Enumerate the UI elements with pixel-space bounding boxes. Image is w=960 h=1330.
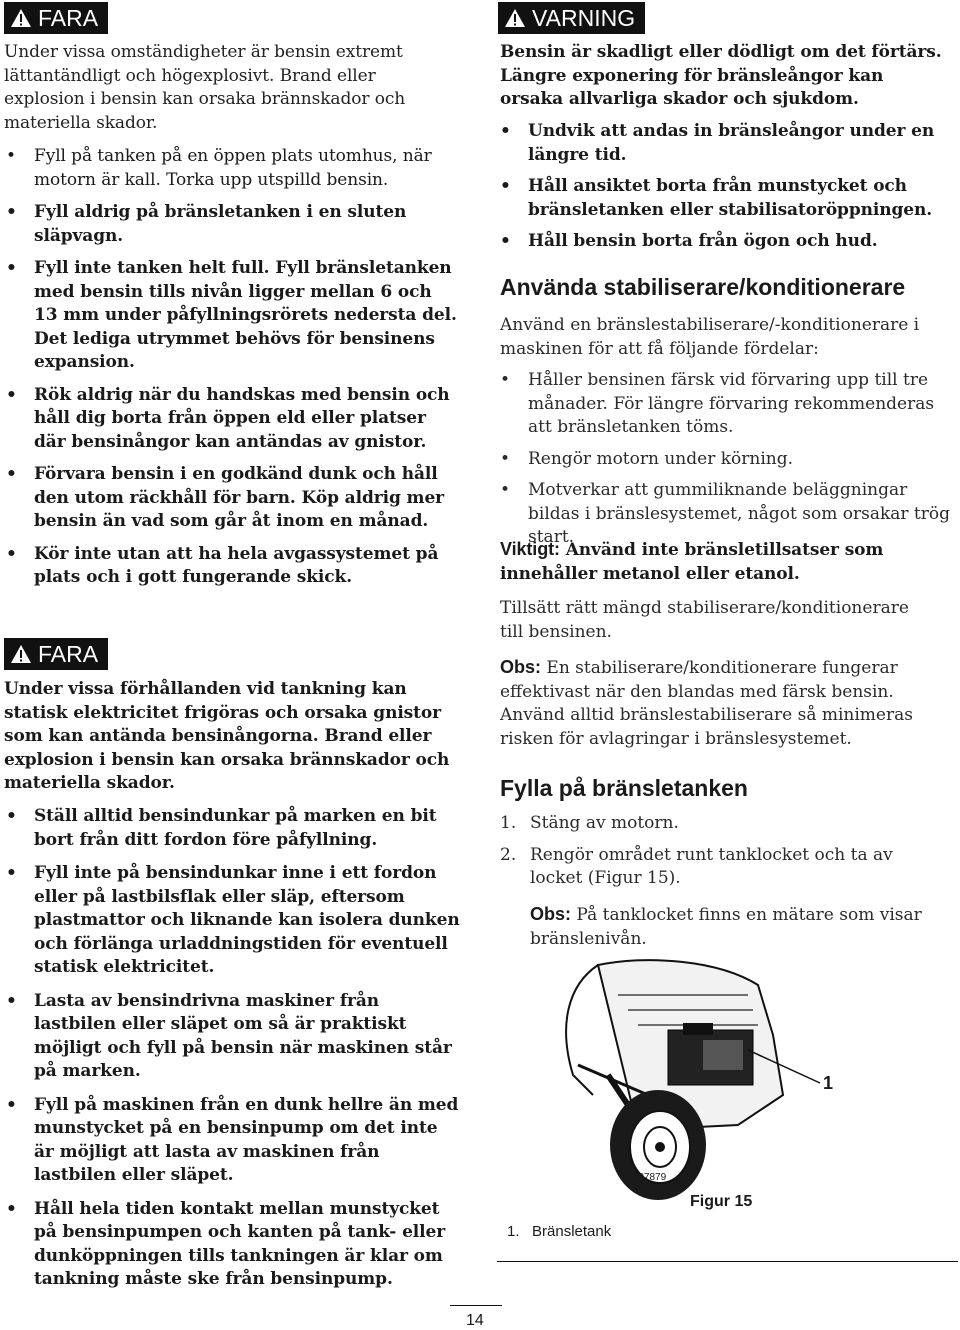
list-item: • Fyll aldrig på bränsletanken i en sluten släpvagn.	[6, 202, 407, 246]
danger-intro: Under vissa förhållanden vid tankning kan statisk elektricitet frigöras och orsaka gnistor som kan antända bensinångorna. Brand eller explosion i bensin kan orsaka brännskador och materiella skador.	[4, 679, 450, 793]
figure-fuel-tank	[498, 955, 838, 1205]
danger-bullet-list	[4, 145, 459, 590]
step-item: 2. Rengör området runt tanklocket och ta av locket (Figur 15).	[500, 844, 893, 888]
bullet-dot-icon: •	[6, 1094, 17, 1115]
warning-triangle-icon	[504, 8, 526, 28]
warning-badge-label: VARNING	[532, 4, 636, 31]
list-item: • Fyll inte tanken helt full. Fyll bränsletanken med bensin tills nivån ligger mellan 6 och 13 mm under påfyllningsrörets nedersta del. Det lediga utrymmet behövs för bensinens expansion.	[6, 258, 457, 372]
list-item: • Rengör motorn under körning.	[498, 448, 950, 472]
bullet-dot-icon: •	[500, 231, 511, 251]
figure-legend: 1. Bränsletank	[507, 1223, 612, 1240]
fill-steps	[500, 812, 940, 891]
list-item: • Förvara bensin i en godkänd dunk och håll den utom räckhåll för barn. Köp aldrig mer bensin än vad som går åt inom en månad.	[6, 464, 445, 531]
add-stabilizer-text: Tillsätt rätt mängd stabiliserare/konditionerare till bensinen.	[500, 598, 909, 642]
warning-triangle-icon	[10, 8, 32, 28]
note-text: En stabiliserare/konditionerare fungerar effektivast när den blandas med färsk bensin. Använd alltid bränslestabiliserare så minimeras risken för avlagringar i bränslesystemet.	[500, 658, 913, 749]
danger-badge-label: FARA	[38, 640, 99, 667]
list-item: • Håll hela tiden kontakt mellan munstycket på bensinpumpen och kanten på tank- eller dunköppningen tills tankningen är klar om tankning måste ske från bensinpump.	[6, 1198, 446, 1289]
bullet-dot-icon: •	[6, 806, 17, 826]
bullet-dot-icon: •	[6, 384, 17, 405]
list-item: • Fyll på tanken på en öppen plats utomhus, när motorn är kall. Torka upp utspilld bensin.	[6, 146, 432, 190]
stabilizer-bullet-list	[498, 369, 950, 550]
list-item: • Håller bensinen färsk vid förvaring upp till tre månader. För längre förvaring rekommenderas att bränsletanken töms.	[500, 370, 935, 437]
danger-badge-label: FARA	[38, 4, 99, 31]
important-note	[500, 538, 930, 586]
list-item: • Håll ansiktet borta från munstycket och bränsletanken eller stabilisatoröppningen.	[500, 176, 933, 220]
fill-note	[530, 903, 930, 951]
bullet-dot-icon: •	[500, 480, 511, 500]
bullet-dot-icon: •	[500, 176, 511, 196]
list-item: • Lasta av bensindrivna maskiner från lastbilen eller släpet om så är praktiskt möjligt och fyll på bensin när maskinen står på marken.	[6, 990, 452, 1081]
bullet-dot-icon: •	[500, 121, 511, 141]
important-text: Använd inte bränsletillsatser som innehåller metanol eller etanol.	[500, 540, 884, 584]
warning-triangle-icon	[10, 644, 32, 664]
warning-intro: Bensin är skadligt eller dödligt om det förtärs. Längre exponering för bränsleångor kan orsaka allvarliga skador och sjukdom.	[500, 42, 942, 109]
bullet-dot-icon: •	[500, 370, 511, 390]
step-item: 1. Stäng av motorn.	[500, 813, 679, 833]
stabilizer-intro: Använd en bränslestabiliserare/-konditionerare i maskinen för att få följande fördelar:	[500, 315, 920, 359]
bullet-dot-icon: •	[500, 448, 511, 469]
important-label: Viktigt:	[500, 539, 560, 559]
bullet-dot-icon: •	[6, 990, 17, 1011]
figure-caption: Figur 15	[690, 1193, 753, 1210]
note-label: Obs:	[530, 904, 572, 924]
bullet-dot-icon: •	[6, 146, 16, 166]
fuel-tank-illustration	[498, 955, 838, 1205]
danger-bullet-list	[4, 805, 460, 1292]
section-heading-stabilizer: Använda stabiliserare/konditionerare	[500, 274, 906, 300]
bullet-dot-icon: •	[6, 543, 17, 564]
warning-badge	[498, 2, 645, 34]
figure-code: G007879	[625, 1172, 667, 1183]
section-heading-fill: Fylla på bränsletanken	[500, 775, 748, 801]
page-number: 14	[466, 1312, 484, 1329]
list-item: • Fyll på maskinen från en dunk hellre än med munstycket på en bensinpump om det inte är möjligt att lasta av maskinen från lastbilen eller släpet.	[6, 1094, 459, 1185]
list-item: • Rök aldrig när du handskas med bensin och håll dig borta från öppen eld eller platser där bensinångor kan antändas av gnistor.	[6, 384, 450, 452]
danger-intro: Under vissa omständigheter är bensin extremt lättantändligt och högexplosivt. Brand eller explosion i bensin kan orsaka brännskador och materiella skador.	[4, 42, 406, 133]
bullet-dot-icon: •	[6, 863, 17, 883]
footer-rule	[450, 1305, 502, 1306]
danger-badge	[4, 2, 108, 34]
note-text: På tanklocket finns en mätare som visar bränslenivån.	[530, 905, 922, 949]
list-item: • Undvik att andas in bränsleångor under en längre tid.	[500, 121, 935, 165]
bullet-dot-icon: •	[6, 464, 17, 484]
list-item: • Ställ alltid bensindunkar på marken en bit bort från ditt fordon före påfyllning.	[6, 806, 437, 850]
list-item: • Fyll inte på bensindunkar inne i ett fordon eller på lastbilsflak eller släp, eftersom plastmattor och liknande kan isolera dunken och förlänga urladdningstiden för eventuell statisk elektricitet.	[6, 863, 460, 977]
bullet-dot-icon: •	[6, 202, 17, 222]
list-item: • Motverkar att gummiliknande beläggningar bildas i bränslesystemet, något som orsakar trög start.	[500, 480, 951, 547]
figure-divider	[497, 1261, 958, 1262]
danger-badge	[4, 638, 108, 670]
note-label: Obs:	[500, 657, 542, 677]
warning-bullet-list	[498, 120, 938, 254]
list-item: • Kör inte utan att ha hela avgassystemet på plats och i gott fungerande skick.	[6, 543, 439, 587]
stabilizer-note	[500, 656, 952, 751]
list-item: • Håll bensin borta från ögon och hud.	[498, 230, 938, 254]
callout-number: 1	[823, 1073, 834, 1093]
bullet-dot-icon: •	[6, 258, 17, 278]
bullet-dot-icon: •	[6, 1198, 17, 1219]
